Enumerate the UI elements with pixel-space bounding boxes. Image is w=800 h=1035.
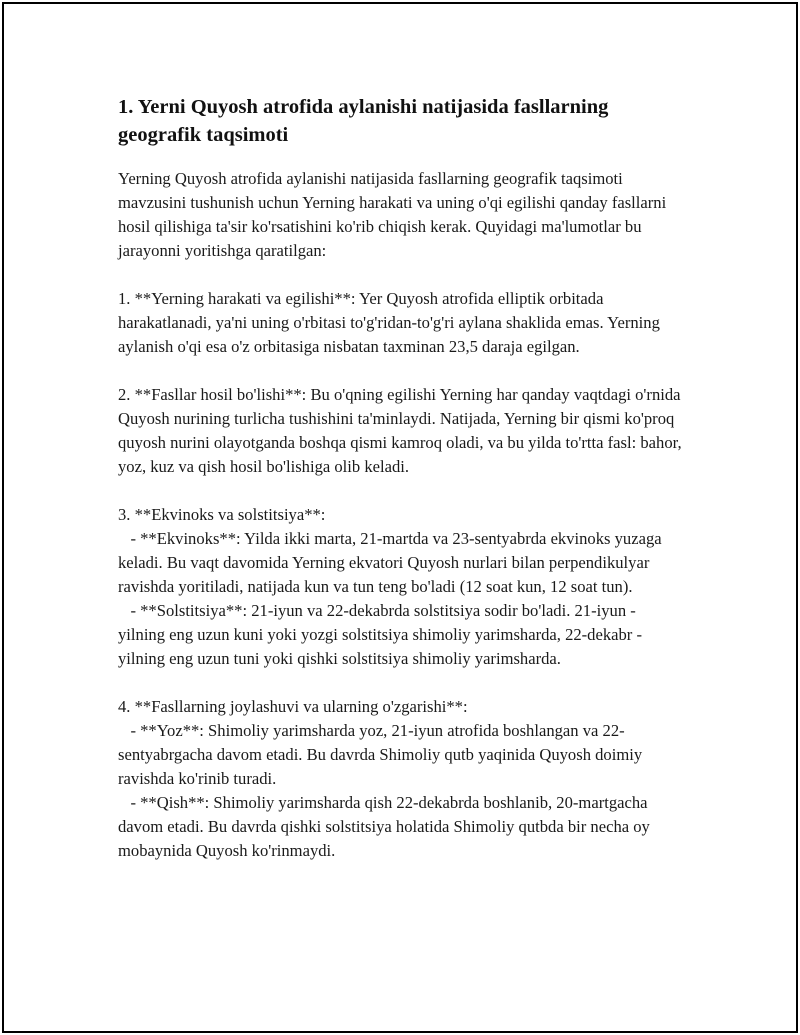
section-3-item-equinox: - **Ekvinoks**: Yilda ikki marta, 21-martda va 23-sentyabrda ekvinoks yuzaga keladi. Bu vaqt davomida Yerning ekvatori Quyosh nurlari bilan perpendikulyar ravishda yoritiladi, natijada kun va tun teng bo'ladi (12 soat kun, 12 soat tun). [118, 529, 666, 596]
section-1-paragraph: 1. **Yerning harakati va egilishi**: Yer Quyosh atrofida elliptik orbitada harakatlanadi, ya'ni uning o'rbitasi to'g'ridan-to'g'ri aylana shaklida emas. Yerning aylanish o'qi esa o'z orbitasiga nisbatan taxminan 23,5 daraja egilgan. [118, 289, 665, 356]
section-2-paragraph: 2. **Fasllar hosil bo'lishi**: Bu o'qning egilishi Yerning har qanday vaqtdagi o'rnida Quyosh nurining turlicha tushishini ta'minlaydi. Natijada, Yerning bir qismi ko'proq quyosh nurini olayotganda boshqa qismi kamroq oladi, va bu yilda to'rtta fasl: bahor, yoz, kuz va qish hosil bo'lishiga olib keladi. [118, 385, 686, 476]
paragraph-gap [118, 359, 684, 383]
paragraph-gap [118, 671, 684, 695]
section-4-heading: 4. **Fasllarning joylashuvi va ularning o'zgarishi**: [118, 697, 468, 716]
section-3-item-solstice: - **Solstitsiya**: 21-iyun va 22-dekabrda solstitsiya sodir bo'ladi. 21-iyun - yilning eng uzun kuni yoki yozgi solstitsiya shimoliy yarimsharda, 22-dekabr - yilning eng uzun tuni yoki qishki solstitsiya shimoliy yarimsharda. [118, 601, 647, 668]
document-title: 1. Yerni Quyosh atrofida aylanishi natijasida fasllarning geografik taqsimoti [118, 96, 609, 146]
section-4-item-summer: - **Yoz**: Shimoliy yarimsharda yoz, 21-iyun atrofida boshlangan va 22-sentyabrgacha davom etadi. Bu davrda Shimoliy qutb yaqinida Quyosh doimiy ravishda ko'rinib turadi. [118, 721, 647, 788]
paragraph-gap [118, 263, 684, 287]
document-body [118, 93, 684, 863]
section-4-item-winter: - **Qish**: Shimoliy yarimsharda qish 22-dekabrda boshlanib, 20-martgacha davom etadi. Bu davrda qishki solstitsiya holatida Shimoliy qutbda bir necha oy mobaynida Quyosh ko'rinmaydi. [118, 793, 654, 860]
paragraph-gap [118, 479, 684, 503]
section-3-heading: 3. **Ekvinoks va solstitsiya**: [118, 505, 326, 524]
intro-paragraph: Yerning Quyosh atrofida aylanishi natijasida fasllarning geografik taqsimoti mavzusini tushunish uchun Yerning harakati va uning o'qi egilishi qanday fasllarni hosil qilishiga ta'sir ko'rsatishini ko'rib chiqish kerak. Quyidagi ma'lumotlar bu jarayonni yoritishga qaratilgan: [118, 169, 671, 260]
